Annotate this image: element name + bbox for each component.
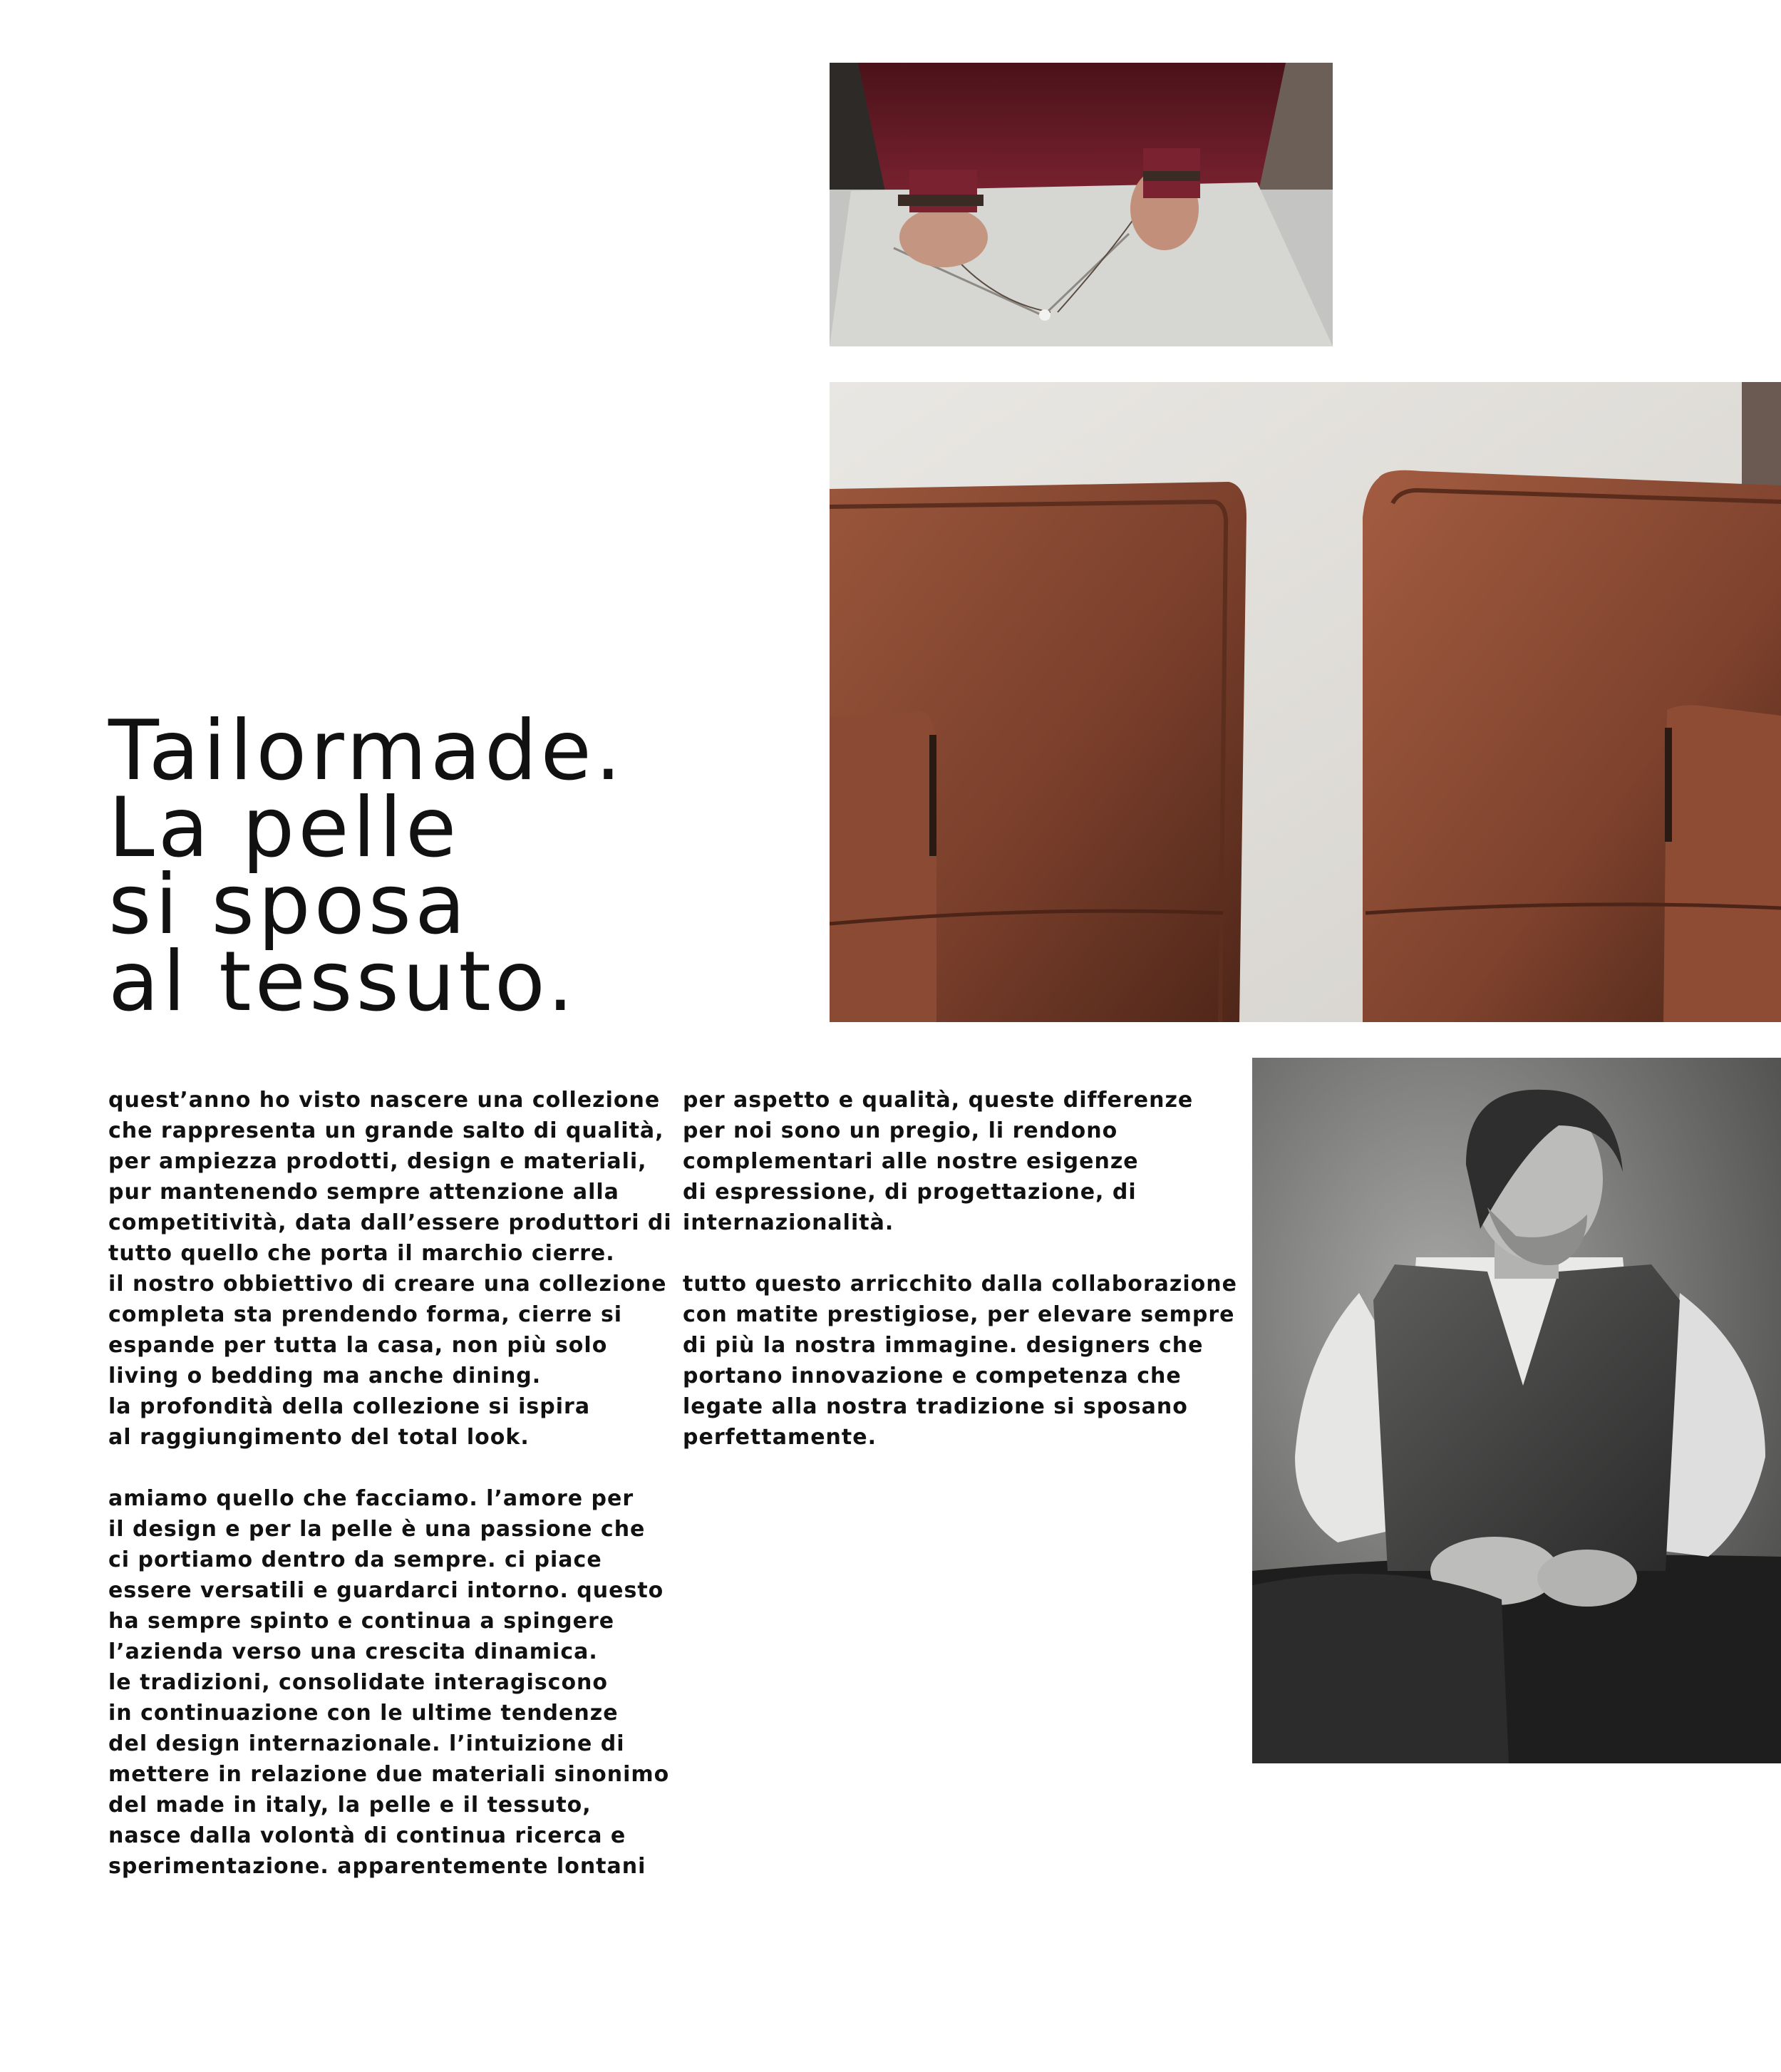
text-line: living o bedding ma anche dining. xyxy=(108,1364,542,1388)
text-line: mettere in relazione due materiali sinonimo xyxy=(108,1762,670,1787)
text-line: pur mantenendo sempre attenzione alla xyxy=(108,1180,619,1205)
text-line: in continuazione con le ultime tendenze xyxy=(108,1701,619,1726)
text-line: ha sempre spinto e continua a spingere xyxy=(108,1609,615,1634)
text-line: il design e per la pelle è una passione che xyxy=(108,1517,646,1542)
headline-line: Tailormade. xyxy=(108,703,625,799)
text-line: con matite prestigiose, per elevare sempre xyxy=(683,1302,1235,1327)
text-line: legate alla nostra tradizione si sposano xyxy=(683,1394,1188,1419)
portrait-photo xyxy=(1252,1058,1781,1763)
leather-chairs-photo xyxy=(830,382,1781,1022)
text-line: portano innovazione e competenza che xyxy=(683,1364,1182,1388)
text-line: del design internazionale. l’intuizione di xyxy=(108,1731,625,1756)
text-line: espande per tutta la casa, non più solo xyxy=(108,1333,608,1358)
text-line: complementari alle nostre esigenze xyxy=(683,1149,1139,1174)
text-line: che rappresenta un grande salto di qualità, xyxy=(108,1118,664,1143)
text-line: perfettamente. xyxy=(683,1425,877,1450)
text-line: per noi sono un pregio, li rendono xyxy=(683,1118,1118,1143)
text-line: sperimentazione. apparentemente lontani xyxy=(108,1854,646,1879)
headline xyxy=(108,703,821,1030)
text-line: per ampiezza prodotti, design e materiali, xyxy=(108,1149,647,1174)
text-line: tutto questo arricchito dalla collaborazione xyxy=(683,1272,1237,1297)
text-line: di espressione, di progettazione, di xyxy=(683,1180,1137,1205)
text-line: competitività, data dall’essere produttori di xyxy=(108,1210,672,1235)
body-column-left xyxy=(108,1085,671,1882)
paragraph xyxy=(683,1085,1246,1238)
headline-line: La pelle xyxy=(108,780,460,876)
text-line: ci portiamo dentro da sempre. ci piace xyxy=(108,1547,602,1572)
headline-line: si sposa xyxy=(108,857,470,953)
text-line: del made in italy, la pelle e il tessuto, xyxy=(108,1793,592,1818)
text-line: per aspetto e qualità, queste differenze xyxy=(683,1088,1194,1113)
text-line: l’azienda verso una crescita dinamica. xyxy=(108,1639,598,1664)
text-line: il nostro obbiettivo di creare una collezione xyxy=(108,1272,667,1297)
headline-line: al tessuto. xyxy=(108,934,577,1030)
text-line: le tradizioni, consolidate interagiscono xyxy=(108,1670,609,1695)
text-line: di più la nostra immagine. designers che xyxy=(683,1333,1204,1358)
text-line: la profondità della collezione si ispira xyxy=(108,1394,591,1419)
text-line: internazionalità. xyxy=(683,1210,894,1235)
body-column-right xyxy=(683,1085,1246,1453)
text-line: essere versatili e guardarci intorno. questo xyxy=(108,1578,664,1603)
text-line: quest’anno ho visto nascere una collezione xyxy=(108,1088,661,1113)
paragraph xyxy=(108,1085,671,1453)
paragraph xyxy=(683,1269,1246,1453)
text-line: nasce dalla volontà di continua ricerca e xyxy=(108,1823,626,1848)
paragraph xyxy=(108,1483,671,1882)
hands-stitching-photo xyxy=(830,63,1333,346)
text-line: al raggiungimento del total look. xyxy=(108,1425,530,1450)
text-line: completa sta prendendo forma, cierre si xyxy=(108,1302,623,1327)
text-line: amiamo quello che facciamo. l’amore per xyxy=(108,1486,634,1511)
text-line: tutto quello che porta il marchio cierre. xyxy=(108,1241,615,1266)
